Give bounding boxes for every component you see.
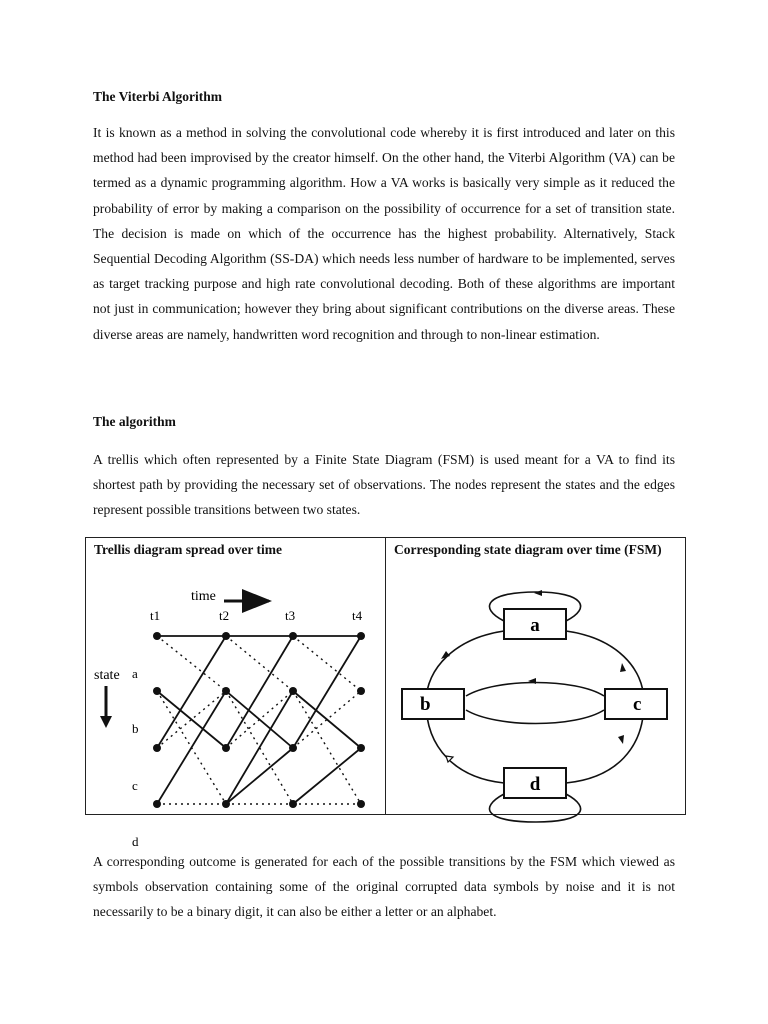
state-box-b [402,689,464,719]
figure-table [85,537,686,849]
state-diagram [386,578,685,814]
state-label-b: b [132,721,139,736]
time-label: time [191,589,216,604]
time-label-t3: t3 [285,608,296,623]
state-d-label: d [529,774,541,795]
trellis-diagram [86,578,385,849]
intro-paragraph: It is known as a method in solving the convolutional code whereby it is first introduced and later on this method had been improvised by the creator himself. On the other hand, the Viterbi Algorithm (VA) can be termed as a dynamic programming algorithm. How a VA works is basically very simple as it reduced the probability of error by making a comparison on the possibility of occurrence for a set of transition state. The decision is made on which of the occurrence has the highest probability. Alternatively, Stack Sequential Decoding Algorithm (SS-DA) which needs less number of hardware to be implemented, serves as target tracking purpose and high rate convolutional decoding. Both of these algorithms are important not just in communication; however they bring about significant contributions on the diverse areas. These diverse areas are namely, handwritten word recognition and through to non-linear estimation. [93,125,675,342]
section-heading: The algorithm [93,414,176,429]
time-label-t1: t1 [150,608,161,623]
state-a-label: a [530,615,540,636]
state-label-c: c [132,778,138,793]
time-label-t2: t2 [219,608,230,623]
fsm-figure [386,578,685,814]
state-label: state [94,668,120,683]
time-label-t4: t4 [352,608,363,623]
trellis-dotted-edges [157,636,361,804]
trellis-figure [86,578,385,849]
section-paragraph: A trellis which often represented by a Finite State Diagram (FSM) is used meant for a VA to find its shortest path by providing the necessary set of observations. The nodes represent the states and the edges represent possible transitions between two states. [93,452,675,518]
state-arrow-head [100,716,112,728]
state-b-label: b [420,694,431,715]
fsm-caption: Corresponding state diagram over time (FSM) [394,542,662,557]
state-label-d: d [132,834,139,849]
state-c-label: c [633,694,642,715]
state-label-a: a [132,666,138,681]
page-title: The Viterbi Algorithm [93,89,222,104]
trellis-caption: Trellis diagram spread over time [94,542,282,557]
closing-paragraph: A corresponding outcome is generated for each of the possible transitions by the FSM which viewed as symbols observation containing some of the original corrupted data symbols by noise and it is not necessarily to be a binary digit, it can also be either a letter or an alphabet. [93,854,675,920]
fsm-open-arrowhead [446,756,453,762]
